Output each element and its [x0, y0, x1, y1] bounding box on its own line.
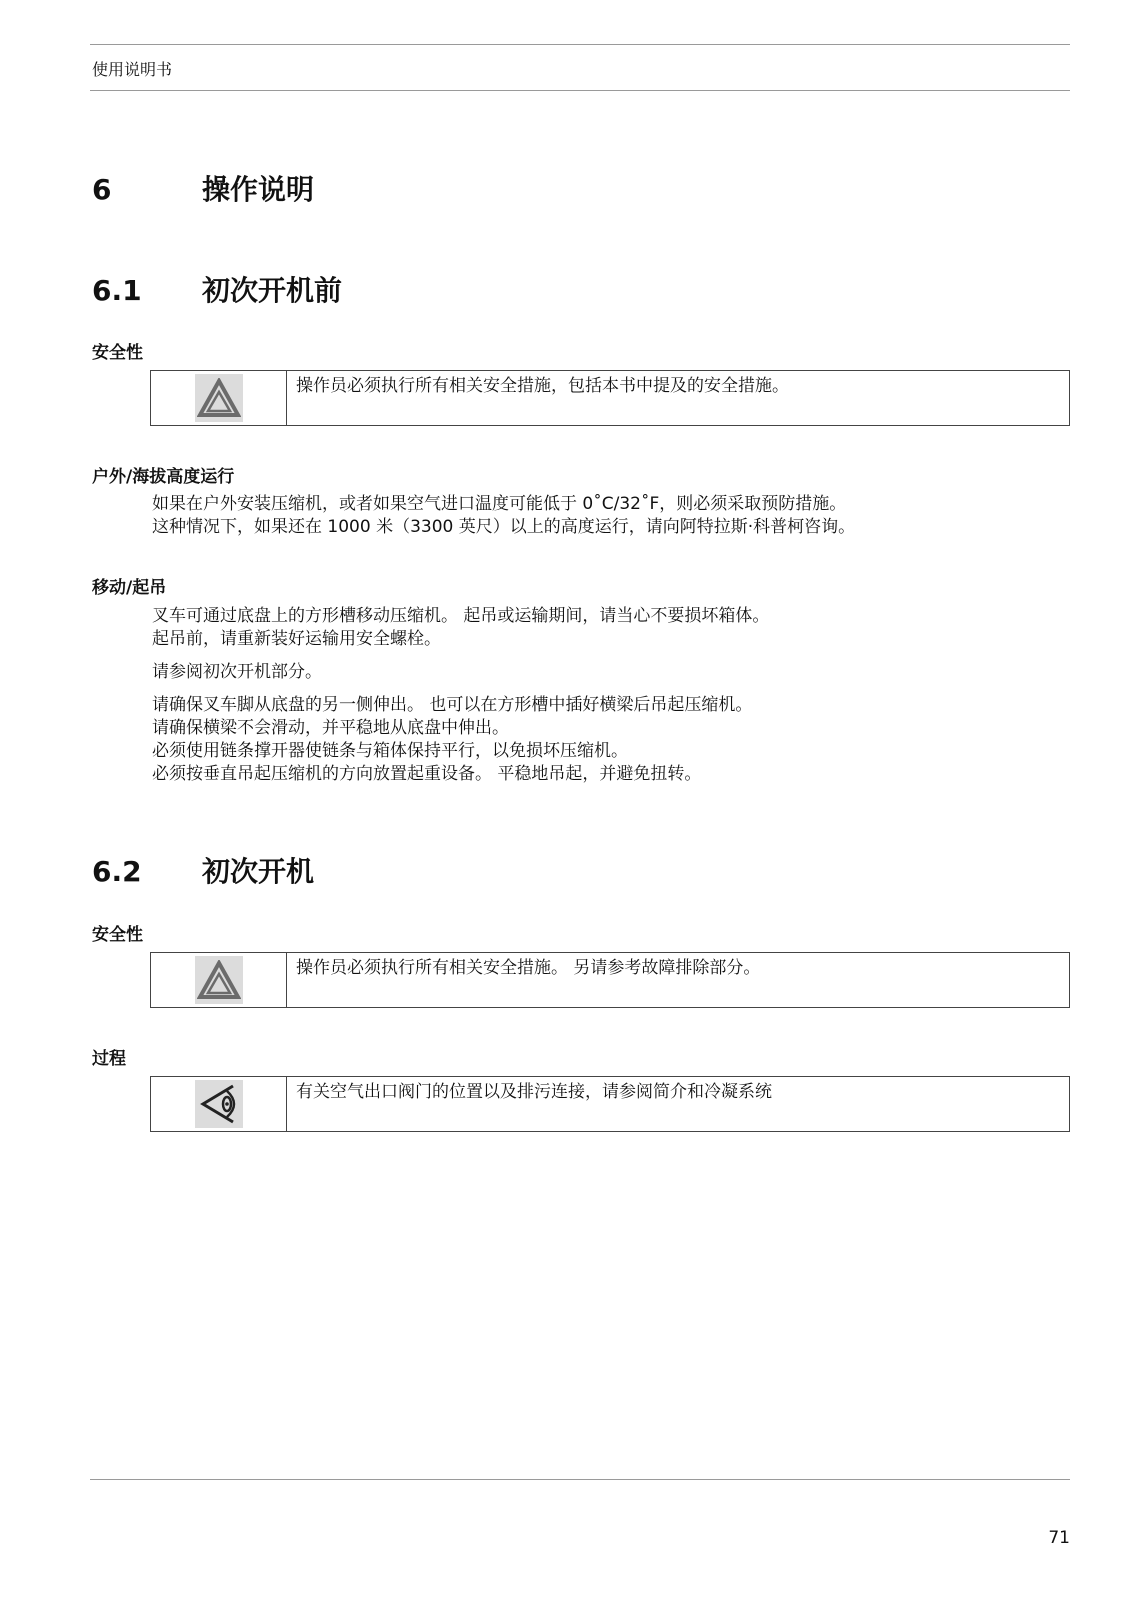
safety-heading: 安全性 — [92, 343, 143, 363]
notice-text: 操作员必须执行所有相关安全措施，包括本书中提及的安全措施。 — [296, 376, 789, 396]
text-line: 必须使用链条撑开器使链条与箱体保持平行，以免损坏压缩机。 — [152, 741, 628, 761]
text-line: 叉车可通过底盘上的方形槽移动压缩机。 起吊或运输期间，请当心不要损坏箱体。 — [152, 606, 770, 626]
safety-heading: 安全性 — [92, 925, 143, 945]
header-rule-top — [90, 44, 1070, 45]
notice-icon-cell — [151, 1077, 287, 1131]
moving-paragraph-2: 请参阅初次开机部分。 — [152, 662, 322, 682]
text-line: 如果在户外安装压缩机，或者如果空气进口温度可能低于 0˚C/32˚F，则必须采取预防措施。 — [152, 494, 847, 514]
section-title: 初次开机前 — [202, 274, 343, 307]
footer-rule — [90, 1479, 1070, 1480]
section-heading-6-2 — [92, 850, 314, 890]
moving-heading: 移动/起吊 — [92, 578, 167, 598]
text-line: 请确保叉车脚从底盘的另一侧伸出。 也可以在方形槽中插好横梁后吊起压缩机。 — [152, 695, 753, 715]
header-rule-bottom — [90, 90, 1070, 91]
chapter-title: 操作说明 — [202, 173, 315, 206]
moving-paragraph-1 — [152, 605, 769, 651]
safety-notice — [150, 370, 1070, 426]
notice-icon-cell — [151, 953, 287, 1007]
safety-notice — [150, 952, 1070, 1008]
procedure-notice — [150, 1076, 1070, 1132]
page-number: 71 — [1048, 1528, 1070, 1548]
text-line: 这种情况下，如果还在 1000 米（3300 英尺）以上的高度运行，请向阿特拉斯·科普柯咨询。 — [152, 517, 856, 537]
notice-text: 操作员必须执行所有相关安全措施。 另请参考故障排除部分。 — [296, 958, 761, 978]
section-number: 6.1 — [92, 274, 142, 307]
warning-triangle-icon — [195, 956, 243, 1004]
outdoor-paragraph — [152, 493, 855, 539]
text-line: 请确保横梁不会滑动，并平稳地从底盘中伸出。 — [152, 718, 509, 738]
running-header: 使用说明书 — [92, 60, 173, 79]
text-line: 必须按垂直吊起压缩机的方向放置起重设备。 平稳地吊起，并避免扭转。 — [152, 764, 702, 784]
section-number: 6.2 — [92, 855, 142, 888]
warning-triangle-icon — [195, 374, 243, 422]
chapter-number: 6 — [92, 173, 112, 206]
chapter-heading — [92, 168, 314, 208]
outdoor-heading: 户外/海拔高度运行 — [92, 467, 235, 487]
section-title: 初次开机 — [202, 855, 315, 888]
eye-icon — [195, 1080, 243, 1128]
notice-icon-cell — [151, 371, 287, 425]
section-heading-6-1 — [92, 269, 342, 309]
text-line: 起吊前，请重新装好运输用安全螺栓。 — [152, 629, 441, 649]
moving-paragraph-3 — [152, 694, 752, 786]
procedure-heading: 过程 — [92, 1049, 126, 1069]
notice-text: 有关空气出口阀门的位置以及排污连接，请参阅简介和冷凝系统 — [296, 1082, 772, 1102]
